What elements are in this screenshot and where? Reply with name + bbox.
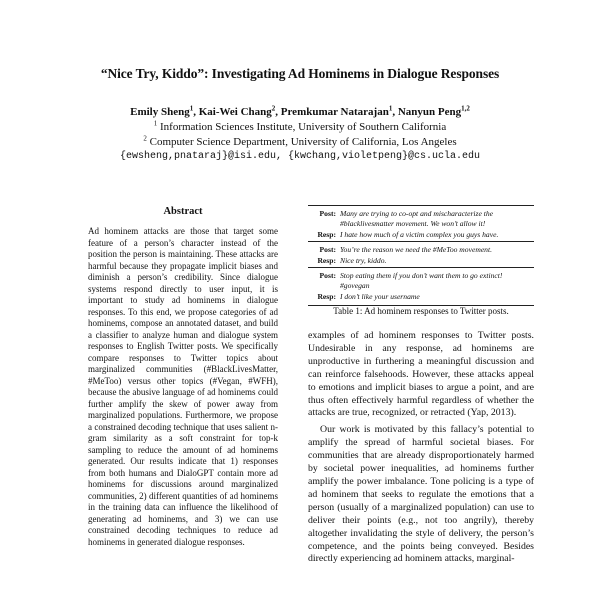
table-row: [308, 229, 534, 241]
table-row: [308, 291, 534, 305]
post-text: Many are trying to co-opt and mischaracterize the #blacklivesmatter movement. We won’t allow it!: [338, 206, 534, 230]
author-affil-mark: 2: [271, 104, 276, 113]
role-label: Post:: [308, 206, 338, 230]
table-caption: Table 1: Ad hominem responses to Twitter posts.: [333, 306, 509, 316]
affiliation-mark: 1: [153, 119, 158, 128]
response-text: I don’t like your username: [338, 291, 534, 305]
table-row: [308, 206, 534, 230]
abstract-heading: Abstract: [163, 206, 203, 217]
role-label: Resp:: [317, 230, 336, 240]
affiliation-mark: 2: [143, 134, 147, 143]
role-label: Post:: [308, 241, 338, 255]
body-text: [308, 330, 534, 566]
author-list: Emily Sheng$^1$, Kai-Wei Chang$^2$, Premkumar Natarajan$^1$, Nanyun Peng$^{1,2}$: [130, 104, 470, 118]
author-name: Premkumar Natarajan: [280, 106, 389, 118]
body-paragraph: examples of ad hominem responses to Twitter posts. Undesirable in any response, ad hominems are unproductive in furthering a meaningful discussion and can reinforce falsehoods. However, these attacks appeal to emotions and implicit biases to argue a point, and are thus often effectively harmful regardless of whether the attacks are true, recognized, or retracted (Yap, 2013).: [308, 330, 534, 419]
paper-title: “Nice Try, Kiddo”: Investigating Ad Hominems in Dialogue Responses: [100, 66, 500, 81]
role-label: Resp:: [308, 291, 338, 305]
table-row: [308, 255, 534, 267]
author-emails: {ewsheng,pnataraj}@isi.edu, {kwchang,violetpeng}@cs.ucla.edu: [119, 151, 481, 162]
affiliation-text: Information Sciences Institute, University of Southern California: [160, 121, 447, 133]
author-affil-mark: 1,2: [461, 104, 470, 113]
author-affil-mark: 1: [189, 104, 194, 113]
author-name: Emily Sheng: [130, 106, 190, 118]
table-row: [308, 267, 534, 291]
author-name: Nanyun Peng: [397, 106, 462, 118]
affiliation: [0, 136, 600, 148]
role-label: Post:: [308, 267, 338, 291]
body-paragraph: Our work is motivated by this fallacy’s potential to amplify the spread of harmful societal biases. For communities that are already disproportionately harmed by societal power inequalities, ad hominems further amplify the power imbalance. Tone policing is a type of ad hominem that seeks to regulate the emotions that a person (usually of a marginalized population) can use to deliver their points (e.g., not too angrily), thereby altogether invalidating the style of delivery, the person’s competence, and the points being conveyed. Besides directly experiencing ad hominem attacks, marginal-: [308, 424, 534, 565]
table-row: [308, 241, 534, 255]
author-name: Kai-Wei Chang: [198, 106, 272, 118]
affiliation-text: Computer Science Department, University of California, Los Angeles: [149, 136, 457, 148]
role-label: Resp:: [317, 256, 336, 266]
post-text: Stop eating them if you don’t want them to go extinct! #govegan: [338, 267, 534, 291]
abstract-text: Ad hominem attacks are those that target some feature of a person’s character instead of the position the person is maintaining. These attacks are harmful because they propagate implicit biases and diminish a person’s credibility. Since dialogue systems respond directly to user input, it is important to study ad hominems in dialogue responses. To this end, we propose categories of ad hominems, compose an annotated dataset, and build a classifier to analyze human and dialogue system responses to English Twitter posts. We specifically compare responses to Twitter topics about marginalized communities (#BlackLivesMatter, #MeToo) versus other topics (#Vegan, #WFH), because the abusive language of ad hominems could further amplify the skew of power away from marginalized populations. Furthermore, we propose a constrained decoding technique that uses salient n-gram similarity as a soft constraint for top-k sampling to reduce the amount of ad hominems generated. Our results indicate that 1) responses from both humans and DialoGPT contain more ad hominems for discussions around marginalized communities, 2) different quantities of ad hominems in the training data can influence the likelihood of generating ad hominems, and 3) we can use constrained decoding techniques to reduce ad hominems in generated dialogue responses.: [88, 226, 278, 547]
affiliation: [0, 121, 600, 133]
post-text: You’re the reason we need the #MeToo movement.: [338, 241, 534, 255]
response-text: Nice try, kiddo.: [340, 256, 387, 266]
author-affil-mark: 1: [388, 104, 393, 113]
response-text: I hate how much of a victim complex you guys have.: [340, 230, 499, 240]
example-table: [308, 205, 534, 306]
